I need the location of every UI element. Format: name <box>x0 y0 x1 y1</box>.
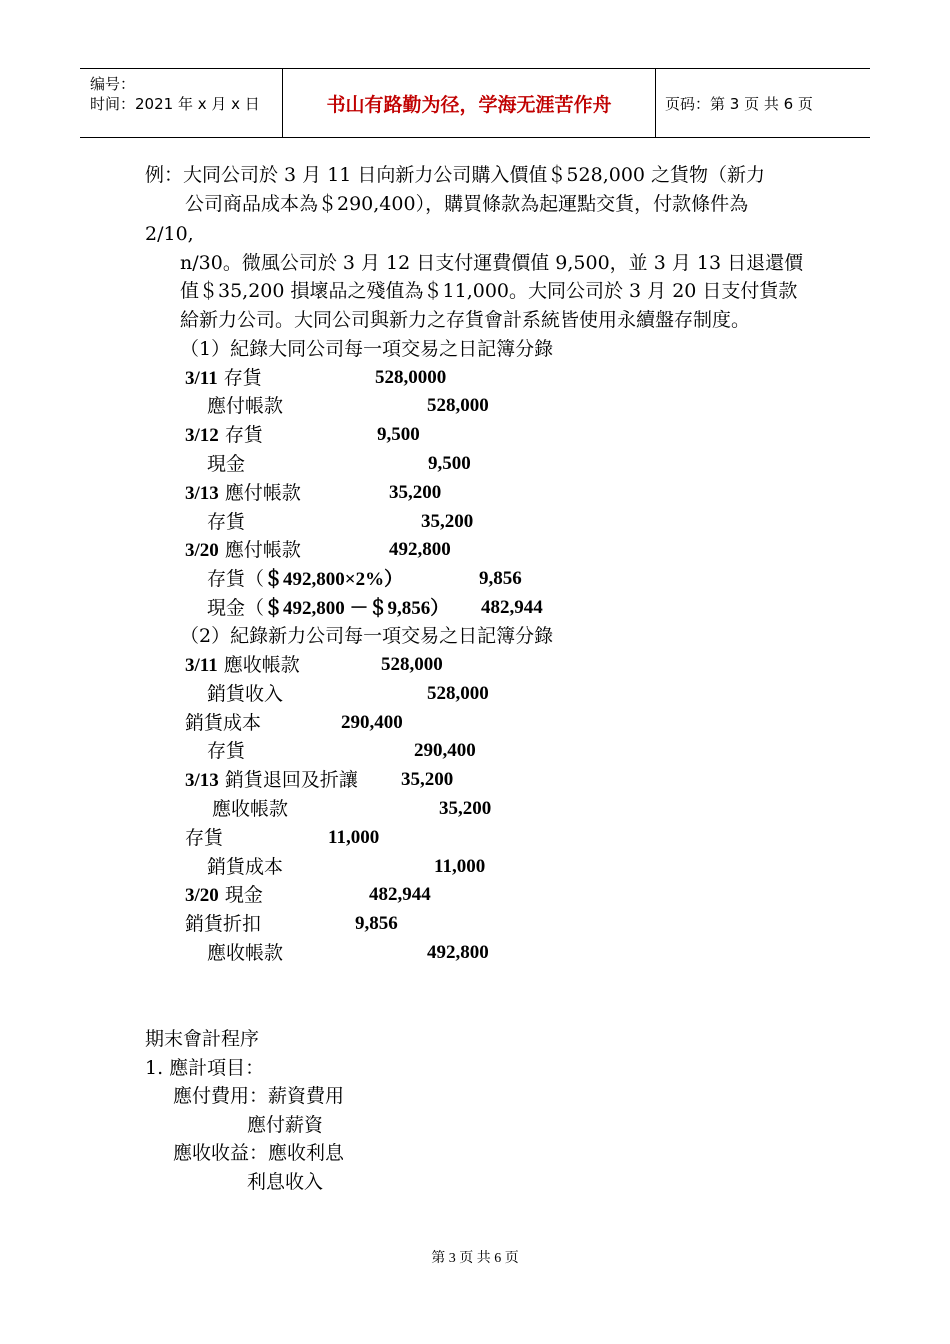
journal-row: 3/11 應收帳款 <box>185 654 300 676</box>
credit-amount: 35,200 <box>421 511 474 532</box>
journal-row: 存貨 <box>207 740 246 762</box>
list-item: 應付薪資 <box>247 1114 324 1136</box>
journal-row: 存貨（＄492,800×2%） <box>207 568 404 590</box>
credit-amount: 528,000 <box>427 683 489 704</box>
journal-row: 3/12 存貨 <box>185 424 263 446</box>
example-line: 給新力公司。大同公司與新力之存貨會計系統皆使用永續盤存制度。 <box>180 309 751 331</box>
credit-amount: 35,200 <box>439 798 492 819</box>
journal-row: 3/13 銷貨退回及折讓 <box>185 769 358 791</box>
list-item: 1. 應計項目： <box>145 1057 265 1079</box>
journal-row: 3/13 應付帳款 <box>185 482 301 504</box>
journal-row: 銷貨成本 <box>207 856 284 878</box>
part-title: （1）紀錄大同公司每一項交易之日記簿分錄 <box>180 338 554 360</box>
journal-row: 銷貨成本 <box>185 712 262 734</box>
header-page-cell <box>655 69 870 137</box>
page-header <box>80 68 870 138</box>
header-motto-cell <box>282 69 656 137</box>
debit-amount: 9,856 <box>355 913 398 934</box>
credit-amount: 9,500 <box>428 453 471 474</box>
page-label: 页码：第 3 页 共 6 页 <box>665 95 813 113</box>
section-title: 期末會計程序 <box>145 1028 260 1050</box>
debit-amount: 9,500 <box>377 424 420 445</box>
journal-row: 現金 <box>207 453 246 475</box>
debit-amount: 35,200 <box>401 769 454 790</box>
example-line: n/30。微風公司於 3 月 12 日支付運費價值 9,500，並 3 月 13 日退還價 <box>180 252 804 274</box>
date-label: 时间：2021 年 x 月 x 日 <box>90 95 260 113</box>
credit-amount: 528,000 <box>427 395 489 416</box>
credit-amount: 11,000 <box>434 856 486 877</box>
part-title: （2）紀錄新力公司每一項交易之日記簿分錄 <box>180 625 554 647</box>
debit-amount: 528,0000 <box>375 367 447 388</box>
debit-amount: 482,944 <box>369 884 431 905</box>
debit-amount: 528,000 <box>381 654 443 675</box>
example-line: 公司商品成本為＄290,400），購買條款為起運點交貨，付款條件為 <box>185 193 749 215</box>
list-item: 利息收入 <box>247 1171 324 1193</box>
journal-row: 銷貨折扣 <box>185 913 262 935</box>
credit-amount: 9,856 <box>479 568 522 589</box>
example-line: 2/10, <box>145 223 194 245</box>
list-item: 應收收益：應收利息 <box>173 1142 345 1164</box>
debit-amount: 492,800 <box>389 539 451 560</box>
page-footer: 第 3 页 共 6 页 <box>431 1251 519 1266</box>
credit-amount: 290,400 <box>414 740 476 761</box>
journal-row: 存貨 <box>207 511 246 533</box>
journal-row: 存貨 <box>185 827 224 849</box>
debit-amount: 35,200 <box>389 482 442 503</box>
credit-amount: 482,944 <box>481 597 543 618</box>
journal-row: 3/20 現金 <box>185 884 263 906</box>
journal-row: 應付帳款 <box>207 395 284 417</box>
journal-row: 3/11 存貨 <box>185 367 262 389</box>
example-line: 例：大同公司於 3 月 11 日向新力公司購入價值＄528,000 之貨物（新力 <box>145 164 766 186</box>
motto: 书山有路勤为径，学海无涯苦作舟 <box>326 94 612 116</box>
credit-amount: 492,800 <box>427 942 489 963</box>
debit-amount: 290,400 <box>341 712 403 733</box>
debit-amount: 11,000 <box>328 827 380 848</box>
journal-row: 應收帳款 <box>207 942 284 964</box>
journal-row: 3/20 應付帳款 <box>185 539 301 561</box>
journal-row: 現金（＄492,800 －＄9,856） <box>207 597 450 619</box>
example-line: 值＄35,200 損壞品之殘值為＄11,000。大同公司於 3 月 20 日支付貨款 <box>180 280 798 302</box>
header-meta <box>80 69 282 137</box>
number-label: 编号： <box>90 75 136 93</box>
journal-row: 銷貨收入 <box>207 683 284 705</box>
list-item: 應付費用：薪資費用 <box>173 1085 345 1107</box>
journal-row: 應收帳款 <box>212 798 289 820</box>
